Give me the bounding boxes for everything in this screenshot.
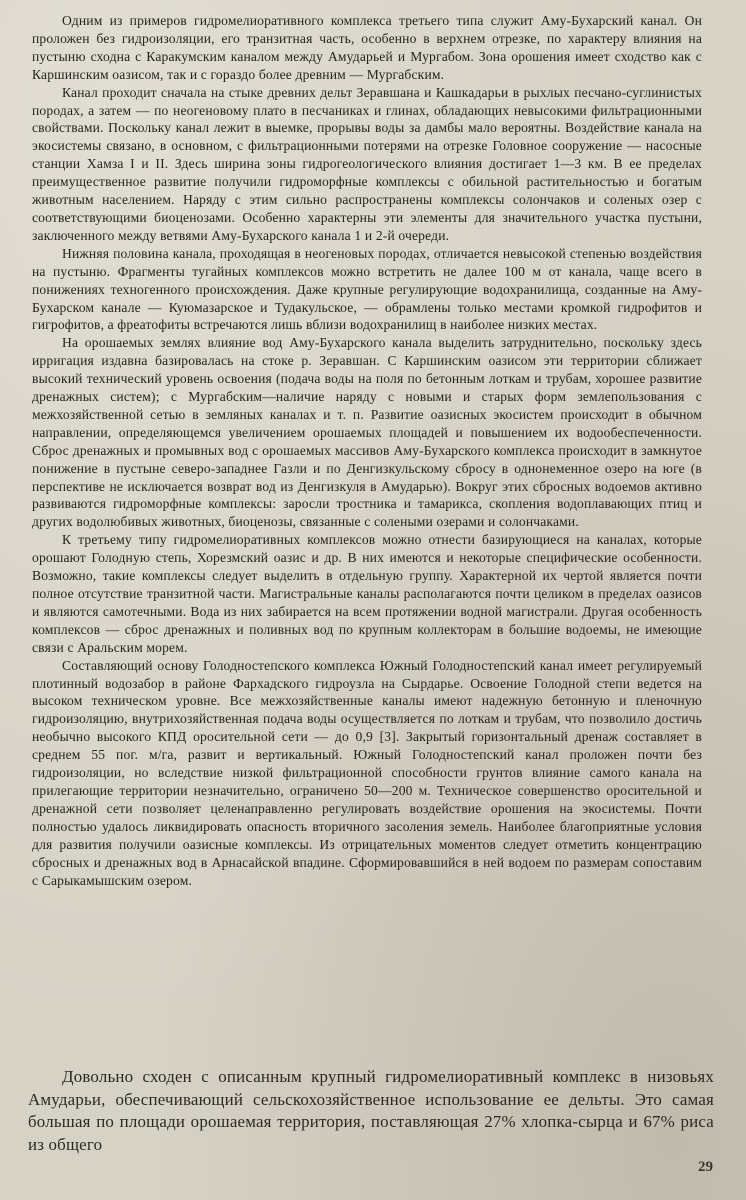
paragraph-golodnaya-steppe: Составляющий основу Голодностепского комплекса Южный Голодностепский канал имеет регулируемый плотинный водозабор в районе Фархадского гидроузла на Сырдарье. Освоение Голодной степи ведется на высоком техническом уровне. Все межхозяйственные каналы имеют надежную бетонную и пленочную гидроизоляцию, внутрихозяйственная подача воды осуществляется по лоткам и трубам, что позволило достичь необычно высокого КПД оросительной сети — до 0,9 [3]. Закрытый горизонтальный дренаж составляет в среднем 55 пог. м/га, развит и вертикальный. Южный Голодностепский канал проложен почти без гидроизоляции, но вследствие низкой фильтрационной способности грунтов влияние самого канала на прилегающие территории незначительно, ограничено 50—200 м. Техническое совершенство оросительной и дренажной сети позволяет целенаправленно регулировать воздействие орошения на экосистемы. Почти полностью удалось ликвидировать опасность вторичного засоления земель. Наиболее благоприятные условия для развития получили оазисные комплексы. Из отрицательных моментов следует отметить концентрацию сбросных и дренажных вод в Арнасайской впадине. Сформировавшийся в ней водоем по размерам сопоставим с Сарыкамышским озером. (32, 657, 702, 888)
paragraph-lower-canal: Нижняя половина канала, проходящая в неогеновых породах, отличается невысокой степенью воздействия на пустыню. Фрагменты тугайных комплексов можно встретить не далее 100 м от канала, чаще всего в понижениях техногенного происхождения. Даже крупные регулирующие водохранилища, созданные на Аму-Бухарском канале — Куюмазарское и Тудакульское, — обрамлены только местами кромкой гидрофитов и гигрофитов, а фреатофиты встречаются лишь вблизи водохранилищ в наиболее низких местах. (32, 245, 702, 333)
body-text (32, 12, 702, 889)
paragraph-amu-bukhara-canal-intro: Одним из примеров гидромелиоративного комплекса третьего типа служит Аму-Бухарский канал. Он проложен без гидроизоляции, его транзитная часть, особенно в верхнем отрезке, по характеру влияния на пустыню сходна с Каракумским каналом между Амударьей и Мургабом. Зона орошения имеет сходство как с Каршинским оазисом, так и с гораздо более древним — Мургабским. (32, 13, 702, 82)
paragraph-canal-route: Канал проходит сначала на стыке древних дельт Зеравшана и Кашкадарьи в рыхлых песчано-суглинистых породах, а затем — по неогеновому плато в песчаниках и глинах, обладающих невысокими фильтрационными свойствами. Поскольку канал лежит в выемке, прорывы воды за дамбы мало вероятны. Воздействие канала на экосистемы связано, в основном, с фильтрационными потерями на отрезке Головное сооружение — насосные станции Хамза I и II. Здесь ширина зоны гидрогеологического влияния достигает 1—3 км. В ее пределах преимущественное развитие получили гидроморфные комплексы с обильной растительностью и богатым животным населением. Наряду с этим сильно распространены комплексы солончаков и соленых озер с соответствующими биоценозами. Особенно характерны эти элементы для значительного участка пустыни, заключенного между ветвями Аму-Бухарского канала 1 и 2-й очереди. (32, 84, 702, 243)
paragraph-third-type-complexes: К третьему типу гидромелиоративных комплексов можно отнести базирующиеся на каналах, которые орошают Голодную степь, Хорезмский оазис и др. В них имеются и некоторые специфические особенности. Возможно, такие комплексы следует выделить в отдельную группу. Характерной их чертой является почти полное отсутствие транзитной части. Магистральные каналы располагаются почти целиком в пределах оазисов и являются самотечными. Вода из них забирается на всем протяжении водной магистрали. Другая особенность комплексов — сброс дренажных и поливных вод по крупным коллекторам в большие водоемы, не имеющие связи с Аральским морем. (32, 532, 702, 655)
large-text-section (28, 1066, 714, 1156)
paragraph-irrigated-lands: На орошаемых землях влияние вод Аму-Бухарского канала выделить затруднительно, поскольку здесь ирригация издавна базировалась на стоке р. Зеравшан. С Каршинским оазисом эти территории сближает высокий технический уровень освоения (подача воды на поля по бетонным лоткам и трубам, хорошее развитие дренажных систем); с Мургабским—наличие наряду с новыми и старых форм землепользования с межхозяйственной сетью в земляных каналах и т. п. Развитие оазисных экосистем происходит в обычном направлении, определяющемся увеличением орошаемых площадей и повышением их водообеспеченности. Сброс дренажных и промывных вод с орошаемых массивов Аму-Бухарского комплекса происходит в замкнутое понижение в пустыне северо-западнее Газли и по Денгизкульскому сбросу в однонеменное озеро на юге (в перспективе не исключается возврат вод из Денгизкуля в Амударью). Вокруг этих сбросных водоемов активно развиваются гидроморфные комплексы: заросли тростника и тамарикса, скопления водоплавающих птиц и других водолюбивых животных, биоценозы, связанные с солеными озерами и солончаками. (32, 335, 702, 530)
page-number: 29 (698, 1159, 713, 1175)
paragraph-amudarya-lowlands: Довольно сходен с описанным крупный гидромелиоративный комплекс в низовьях Амударьи, обеспечивающий сельскохозяйственное использование ее дельты. Это самая большая по площади орошаемая территория, поставляющая 27% хлопка-сырца и 67% риса из общего (28, 1067, 714, 1154)
